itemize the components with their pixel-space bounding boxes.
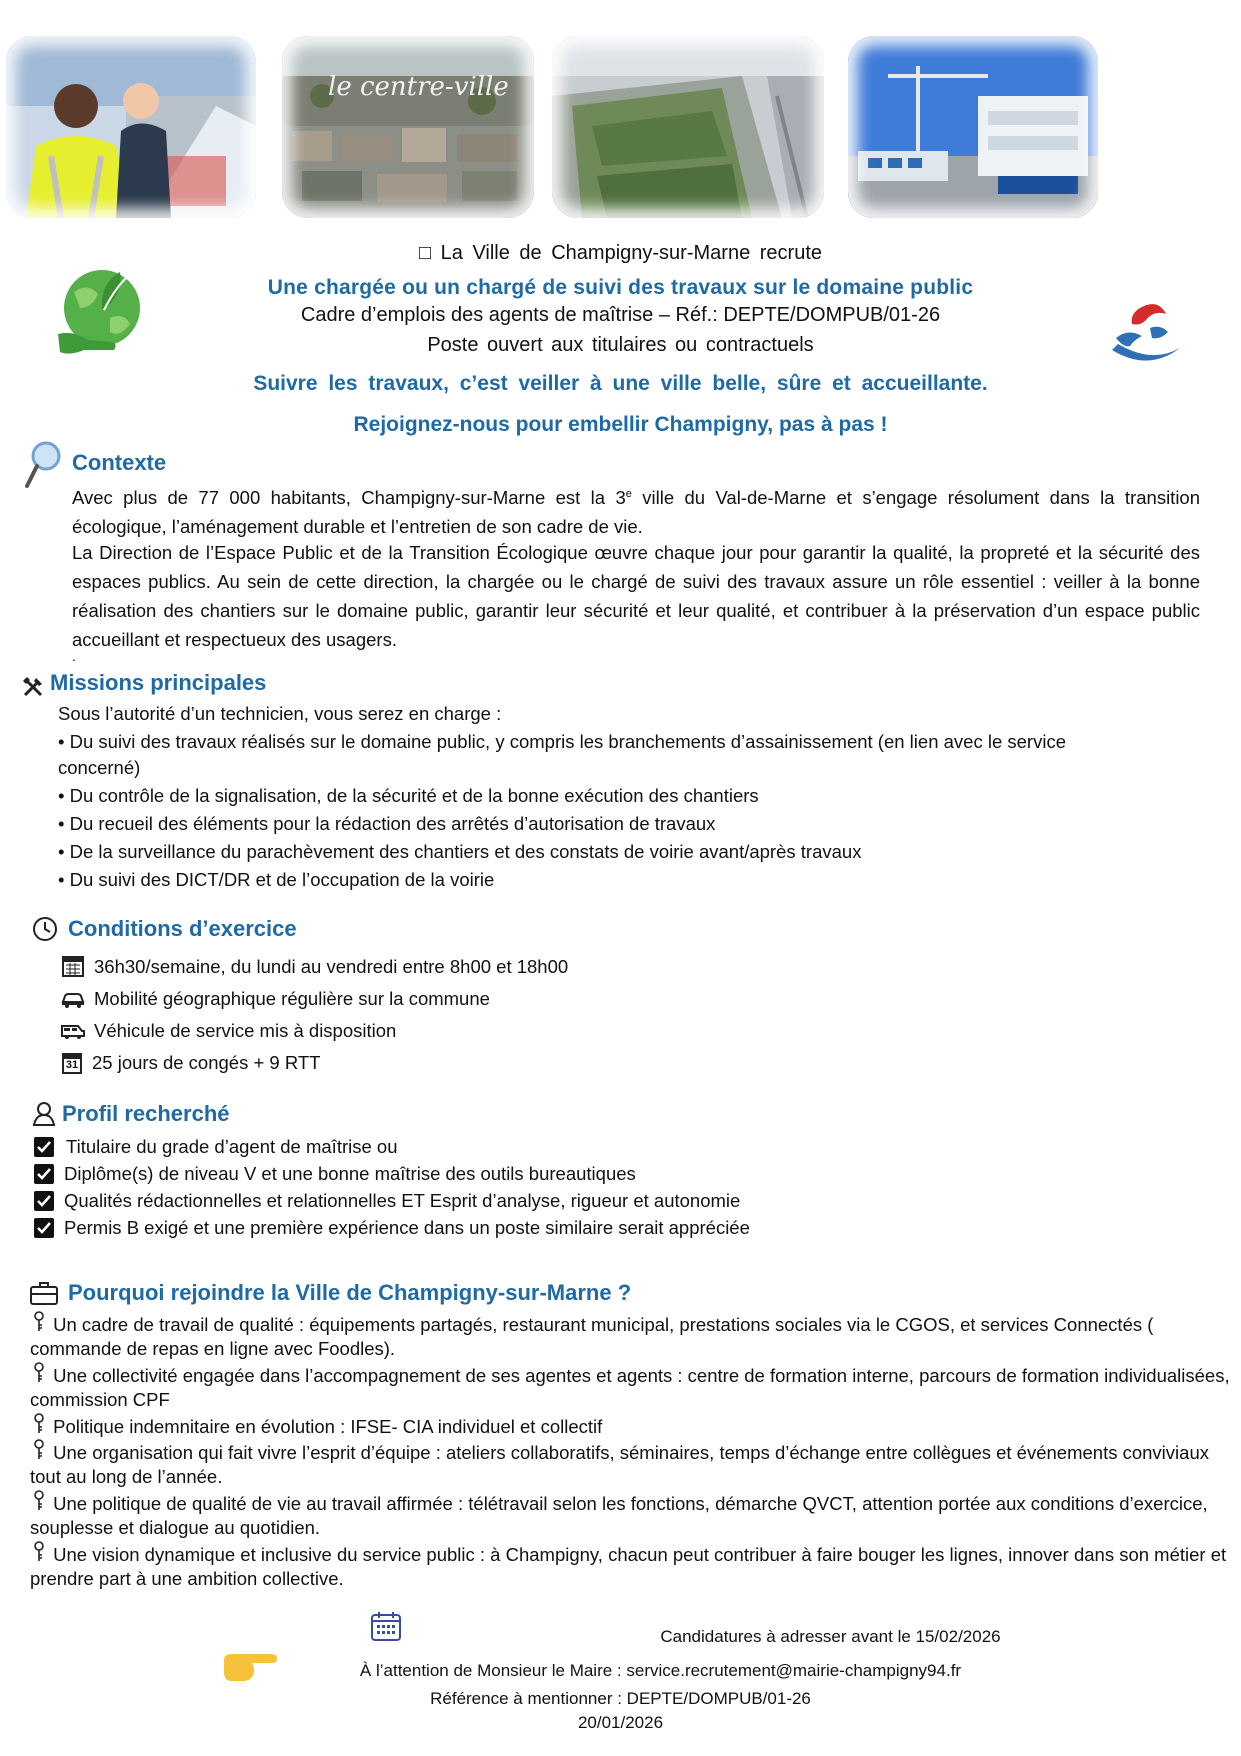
why-item-text: Une organisation qui fait vivre l’esprit d’équipe : ateliers collaboratifs, séminaires, temps d’échange entre collègues et événements conviviaux tout au long de l’année. [30, 1442, 1209, 1487]
context-paragraph-2: La Direction de l’Espace Public et de la Transition Écologique œuvre chaque jour pour garantir la qualité, la propreté et la sécurité des espaces publics. Au sein de cette direction, la chargée ou le chargé de suivi des travaux assure un rôle essentiel : veiller à la bonne réalisation des chantiers sur le domaine public, garantir leur sécurité et leur qualité, et contribuer à la préservation d’un espace public accueillant et respectueux des usagers. [72, 542, 1200, 650]
job-title: Une chargée ou un chargé de suivi des travaux sur le domaine public [267, 276, 974, 299]
checkbox-icon [34, 1191, 54, 1211]
why-item-text: Une politique de qualité de vie au travail affirmée : télétravail selon les fonctions, démarche QVCT, attention portée aux conditions d’exercice, souplesse et dialogue au quotidien. [30, 1493, 1208, 1538]
tools-icon [22, 676, 44, 698]
tagline-1: Suivre les travaux, c’est veiller à une ville belle, sûre et accueillante. [253, 372, 988, 395]
briefcase-icon [30, 1281, 58, 1305]
calendar-badge: 31 [65, 1059, 79, 1071]
reference-text: Référence à mentionner : DEPTE/DOMPUB/01-26 [430, 1689, 811, 1708]
list-item: concerné) [58, 757, 141, 778]
why-item [30, 1362, 1230, 1412]
context-text-a: Avec plus de 77 000 habitants, Champigny-sur-Marne est la 3 [72, 487, 626, 509]
profile-item: Diplôme(s) de niveau V et une bonne maîtrise des outils bureautiques [64, 1163, 636, 1184]
champigny-logo [1108, 298, 1184, 374]
user-icon [32, 1100, 56, 1126]
calendar-31-icon [62, 1053, 82, 1074]
list-item: • Du suivi des DICT/DR et de l’occupation de la voirie [58, 869, 495, 890]
checkbox-icon [34, 1218, 54, 1238]
photo-green-facade [552, 36, 824, 218]
why-item-text: Une collectivité engagée dans l’accompagnement de ses agentes et agents : centre de formation interne, parcours de formation individualisées, commission CPF [30, 1365, 1230, 1410]
key-icon [30, 1541, 48, 1563]
checkbox-icon [34, 1164, 54, 1184]
car-icon [60, 990, 86, 1008]
condition-mobility: Mobilité géographique régulière sur la commune [94, 988, 490, 1009]
open-to-line: Poste ouvert aux titulaires ou contractuels [427, 334, 814, 356]
section-title-missions: Missions principales [50, 670, 267, 695]
section-title-profil: Profil recherché [62, 1101, 230, 1126]
why-item-text: Un cadre de travail de qualité : équipements partagés, restaurant municipal, prestations sociales via le CGOS, et services Connectés ( commande de repas en ligne avec Foodles). [30, 1314, 1154, 1359]
calendar-icon [62, 955, 84, 977]
list-item: • Du suivi des travaux réalisés sur le domaine public, y compris les branchements d’assainissement (en lien avec le service [58, 731, 1066, 752]
condition-leave: 25 jours de congés + 9 RTT [92, 1052, 321, 1073]
why-item [30, 1541, 1230, 1591]
missions-intro: Sous l’autorité d’un technicien, vous serez en charge : [58, 703, 502, 724]
photo-site-inspection [6, 36, 256, 218]
square-icon: □ [418, 242, 432, 264]
why-item [30, 1311, 1230, 1361]
key-icon [30, 1311, 48, 1333]
deadline-text: Candidatures à adresser avant le 15/02/2026 [660, 1627, 1001, 1646]
key-icon [30, 1439, 48, 1461]
context-paragraph-1 [72, 480, 1200, 541]
attention-text: À l’attention de Monsieur le Maire : service.recrutement@mairie-champigny94.fr [359, 1661, 962, 1680]
section-title-conditions: Conditions d’exercice [68, 916, 297, 941]
clock-icon [32, 916, 58, 942]
van-icon [60, 1022, 86, 1040]
condition-hours: 36h30/semaine, du lundi au vendredi entre 8h00 et 18h00 [94, 956, 569, 977]
key-icon [30, 1490, 48, 1512]
tagline-2: Rejoignez-nous pour embellir Champigny, pas à pas ! [353, 413, 888, 436]
date-text: 20/01/2026 [577, 1713, 664, 1732]
context-superscript: e [625, 488, 632, 500]
section-title-contexte: Contexte [72, 450, 167, 475]
list-item: • De la surveillance du parachèvement des chantiers et des constats de voirie avant/après travaux [58, 841, 862, 862]
grade-reference: Cadre d’emplois des agents de maîtrise – Réf.: DEPTE/DOMPUB/01-26 [300, 304, 941, 326]
list-item: • Du contrôle de la signalisation, de la sécurité et de la bonne exécution des chantiers [58, 785, 759, 806]
why-item-text: Une vision dynamique et inclusive du service public : à Champigny, chacun peut contribuer à faire bouger les lignes, innover dans son métier et prendre part à une ambition collective. [30, 1544, 1227, 1589]
key-icon [30, 1413, 48, 1435]
context-text-b: ville du Val-de-Marne et s’engage résolument dans la transition écologique, l’aménagement durable et l’entretien de son cadre de vie. [72, 487, 1201, 538]
why-item-text: Politique indemnitaire en évolution : IFSE- CIA individuel et collectif [53, 1416, 603, 1437]
magnifier-icon [24, 440, 62, 490]
banner-caption: le centre-ville [328, 72, 509, 102]
condition-vehicle: Véhicule de service mis à disposition [94, 1020, 397, 1041]
profile-item: Qualités rédactionnelles et relationnelles ET Esprit d’analyse, rigueur et autonomie [64, 1190, 741, 1211]
photo-construction [848, 36, 1098, 218]
section-title-pourquoi: Pourquoi rejoindre la Ville de Champigny-sur-Marne ? [68, 1280, 632, 1305]
profile-item: Permis B exigé et une première expérience dans un poste similaire serait appréciée [64, 1217, 750, 1238]
why-item [30, 1490, 1230, 1540]
why-item [30, 1439, 1230, 1489]
list-item: • Du recueil des éléments pour la rédaction des arrêtés d’autorisation de travaux [58, 813, 716, 834]
recruiting-text: La Ville de Champigny-sur-Marne recrute [440, 242, 822, 264]
photo-centre-ville [282, 36, 534, 218]
profile-item: Titulaire du grade d’agent de maîtrise ou [66, 1136, 398, 1157]
recruiting-line [0, 242, 1241, 265]
why-item [30, 1413, 1230, 1439]
checkbox-icon [34, 1137, 54, 1157]
key-icon [30, 1362, 48, 1384]
context-dot: . [72, 648, 76, 664]
